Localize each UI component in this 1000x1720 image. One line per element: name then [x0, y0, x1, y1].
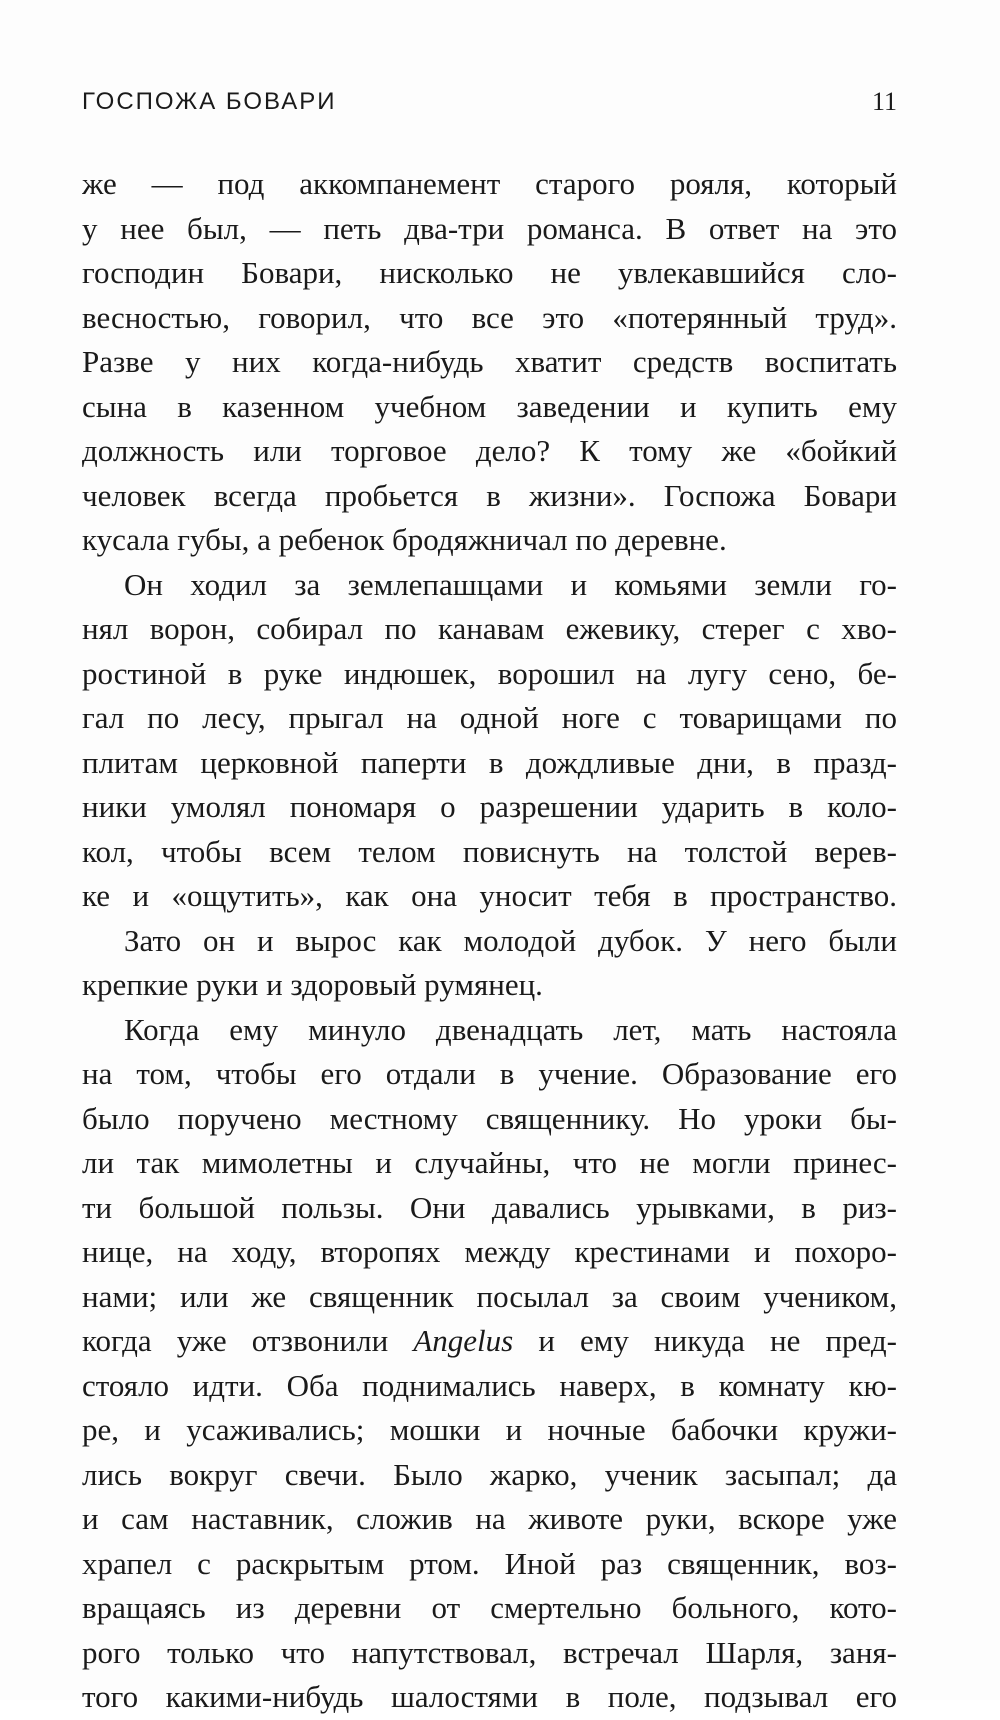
running-header [82, 82, 897, 122]
running-title: ГОСПОЖА БОВАРИ [82, 88, 337, 115]
text-line: господин Бовари, нисколько не увлекавшийся сло- [82, 255, 897, 290]
text-line: Он ходил за землепашцами и комьями земли го- [124, 566, 897, 602]
paragraph-3 [82, 919, 897, 1008]
text-line: Когда ему минуло двенадцать лет, мать настояла [124, 1011, 897, 1047]
text-line: ти большой пользы. Они давались урывками, в риз- [82, 1189, 897, 1225]
text-line: человек всегда пробьется в жизни». Госпожа Бовари [82, 477, 897, 513]
page-number: 11 [871, 87, 897, 116]
text-line: весностью, говорил, что все это «потерянный труд». [82, 299, 897, 335]
paragraph-2 [82, 563, 897, 919]
text-line: сына в казенном учебном заведении и купить ему [82, 388, 897, 424]
text-line: нице, на ходу, второпях между крестинами и похоро- [82, 1234, 897, 1269]
text-line: ли так мимолетны и случайны, что не могли принес- [82, 1145, 897, 1180]
text-line: нами; или же священник посылал за своим учеником, [82, 1278, 897, 1314]
text-line: кусала губы, а ребенок бродяжничал по деревне. [82, 522, 727, 557]
paragraph-1 [82, 162, 897, 563]
text-line: Зато он и вырос как молодой дубок. У него были [124, 922, 897, 958]
angelus-italic: Angelus [413, 1323, 514, 1358]
text-line: Разве у них когда-нибудь хватит средств воспитать [82, 344, 897, 379]
text-line: на том, чтобы его отдали в учение. Образование его [82, 1056, 897, 1091]
text-line: у нее был, — петь два-три романса. В ответ на это [82, 210, 897, 246]
text-line: должность или торговое дело? К тому же «бойкий [82, 433, 897, 468]
text-line: рого только что напутствовал, встречал Шарля, заня- [82, 1634, 897, 1670]
text-line: того какими-нибудь шалостями в поле, подзывал его [82, 1679, 897, 1714]
text-line: было поручено местному священнику. Но уроки бы- [82, 1100, 897, 1136]
angelus-before: когда уже отзвонили [82, 1323, 414, 1358]
text-line: кол, чтобы всем телом повиснуть на толстой верев- [82, 833, 897, 869]
text-line: лись вокруг свечи. Было жарко, ученик засыпал; да [82, 1456, 897, 1492]
text-line: вращаясь из деревни от смертельно больного, кото- [82, 1590, 897, 1625]
text-line: же — под аккомпанемент старого рояля, который [82, 166, 897, 201]
text-line: и сам наставник, сложив на животе руки, вскоре уже [82, 1501, 897, 1536]
angelus-after: и ему никуда не пред- [513, 1323, 897, 1358]
body-text [82, 162, 897, 1720]
text-line: плитам церковной паперти в дождливые дни, в празд- [82, 744, 897, 780]
text-line: ре, и усаживались; мошки и ночные бабочки кружи- [82, 1412, 897, 1447]
text-line: гал по лесу, прыгал на одной ноге с товарищами по [82, 700, 897, 735]
text-line: нял ворон, собирал по канавам ежевику, стерег с хво- [82, 611, 897, 646]
text-line-angelus [82, 1319, 897, 1364]
text-line: ростиной в руке индюшек, ворошил на лугу сено, бе- [82, 655, 897, 691]
text-line: стояло идти. Оба поднимались наверх, в комнату кю- [82, 1367, 897, 1403]
text-line: храпел с раскрытым ртом. Иной раз священник, воз- [82, 1545, 897, 1581]
text-line: ники умолял пономаря о разрешении ударить в коло- [82, 789, 897, 824]
paragraph-4 [82, 1008, 897, 1720]
text-line: ке и «ощутить», как она уносит тебя в пространство. [82, 878, 897, 913]
text-line: крепкие руки и здоровый румянец. [82, 967, 543, 1002]
